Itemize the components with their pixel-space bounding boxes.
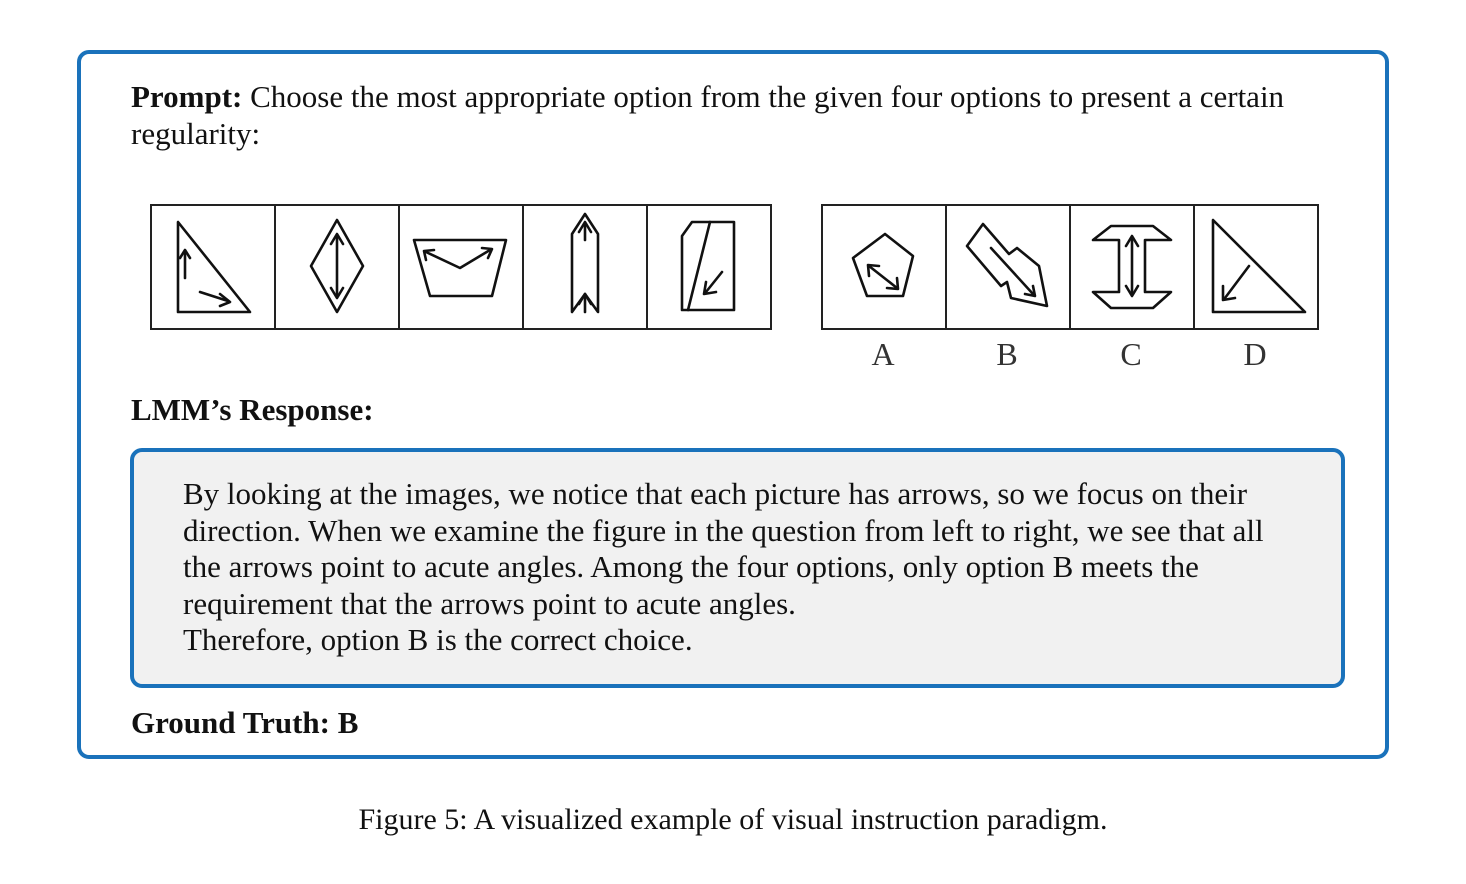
option-label-d: D <box>1243 336 1267 372</box>
prompt <box>131 78 1361 152</box>
prompt-label: Prompt: <box>131 79 243 114</box>
figure-caption: Figure 5: A visualized example of visual instruction paradigm. <box>358 803 1108 836</box>
question-figure-3 <box>400 206 524 328</box>
prompt-text: Choose the most appropriate option from the given four options to present a certain regularity: <box>131 79 1285 151</box>
question-figure-5 <box>648 206 772 328</box>
option-label-a: A <box>871 336 895 372</box>
ground-truth: Ground Truth: B <box>131 705 359 740</box>
response-box <box>130 448 1345 688</box>
question-figure-1 <box>152 206 276 328</box>
option-figure-c <box>1071 206 1195 328</box>
response-paragraph: By looking at the images, we notice that each picture has arrows, so we focus on their direction. When we examine the figure in the question from left to right, we see that all the arrows point to acute angles. Among the four options, only option B meets the requirement that the arrows point to acute angles. <box>183 476 1264 621</box>
option-figure-d <box>1195 206 1319 328</box>
option-label-c: C <box>1120 336 1142 372</box>
response-conclusion: Therefore, option B is the correct choice. <box>183 622 693 657</box>
option-figure-b <box>947 206 1071 328</box>
option-label-b: B <box>996 336 1018 372</box>
option-figures <box>821 204 1319 373</box>
example-frame <box>77 50 1389 759</box>
question-figure-4 <box>524 206 648 328</box>
option-figure-a <box>823 206 947 328</box>
response-text <box>183 476 1303 659</box>
response-heading: LMM’s Response: <box>131 392 374 427</box>
question-figure-2 <box>276 206 400 328</box>
question-figures <box>150 204 772 330</box>
